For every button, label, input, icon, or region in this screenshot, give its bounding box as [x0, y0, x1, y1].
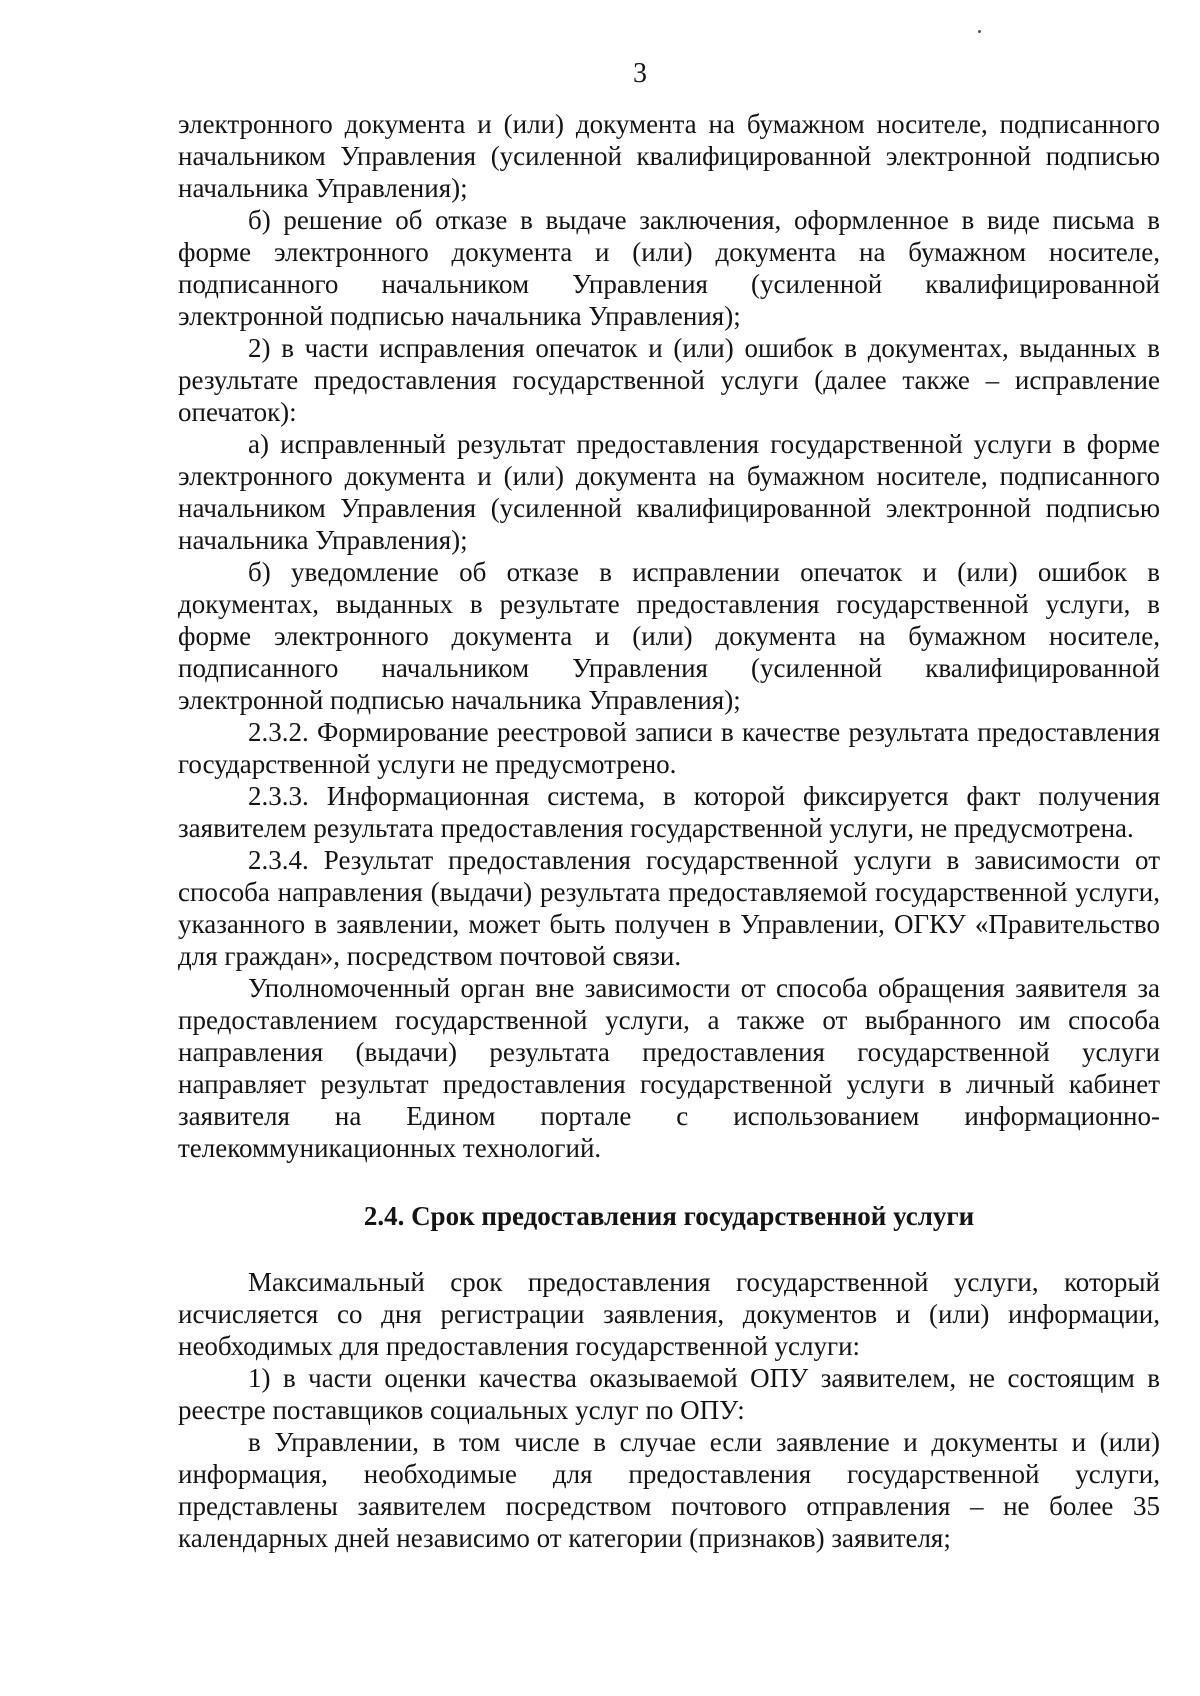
paragraph-2-3-3: 2.3.3. Информационная система, в которой фиксируется факт получения заявителем результата предоставления государственной услуги, не предусмотрена.: [178, 781, 1160, 843]
paragraph-in-department: в Управлении, в том числе в случае если заявление и документы и (или) информация, необходимые для предоставления государственной услуги, представлены заявителем посредством почтового отправления – не более 35 календарных дней независимо от категории (признаков) заявителя;: [178, 1427, 1160, 1553]
paragraph-corrected-result: а) исправленный результат предоставления государственной услуги в форме электронного документа и (или) документа на бумажном носителе, подписанного начальником Управления (усиленной квалифицированной электронной подписью начальника Управления);: [178, 429, 1160, 555]
section-heading-2-4: 2.4. Срок предоставления государственной услуги: [363, 1201, 975, 1231]
paragraph-2-3-2: 2.3.2. Формирование реестровой записи в качестве результата предоставления государственной услуги не предусмотрено.: [178, 717, 1160, 779]
paragraph-2-3-4: 2.3.4. Результат предоставления государственной услуги в зависимости от способа направления (выдачи) результата предоставляемой государственной услуги, указанного в заявлении, может быть получен в Управлении, ОГКУ «Правительство для граждан», посредством почтовой связи.: [178, 845, 1160, 971]
paragraph-max-term: Максимальный срок предоставления государственной услуги, который исчисляется со дня регистрации заявления, документов и (или) информации, необходимых для предоставления государственной услуги:: [178, 1267, 1160, 1361]
paragraph-refusal-notice: б) уведомление об отказе в исправлении опечаток и (или) ошибок в документах, выданных в результате предоставления государственной услуги, в форме электронного документа и (или) документа на бумажном носителе, подписанного начальником Управления (усиленной квалифицированной электронной подписью начальника Управления);: [178, 557, 1160, 715]
page-number: 3: [633, 58, 647, 89]
paragraph-refusal-letter: б) решение об отказе в выдаче заключения, оформленное в виде письма в форме электронного документа и (или) документа на бумажном носителе, подписанного начальником Управления (усиленной квалифицированной электронной подписью начальника Управления);: [178, 205, 1160, 331]
document-body: [178, 108, 1160, 1554]
paragraph-authorized-body: Уполномоченный орган вне зависимости от способа обращения заявителя за предоставлением государственной услуги, а также от выбранного им способа направления (выдачи) результата предоставления государственной услуги направляет результат предоставления государственной услуги в личный кабинет заявителя на Едином портале с использованием информационно-телекоммуникационных технологий.: [178, 973, 1160, 1163]
paragraph-typo-correction: 2) в части исправления опечаток и (или) ошибок в документах, выданных в результате предоставления государственной услуги (далее также – исправление опечаток):: [178, 333, 1160, 427]
paragraph-continuation: электронного документа и (или) документа на бумажном носителе, подписанного начальником Управления (усиленной квалифицированной электронной подписью начальника Управления);: [178, 109, 1160, 203]
paragraph-quality-assessment: 1) в части оценки качества оказываемой ОПУ заявителем, не состоящим в реестре поставщиков социальных услуг по ОПУ:: [178, 1363, 1160, 1425]
scan-speck: [978, 30, 981, 33]
